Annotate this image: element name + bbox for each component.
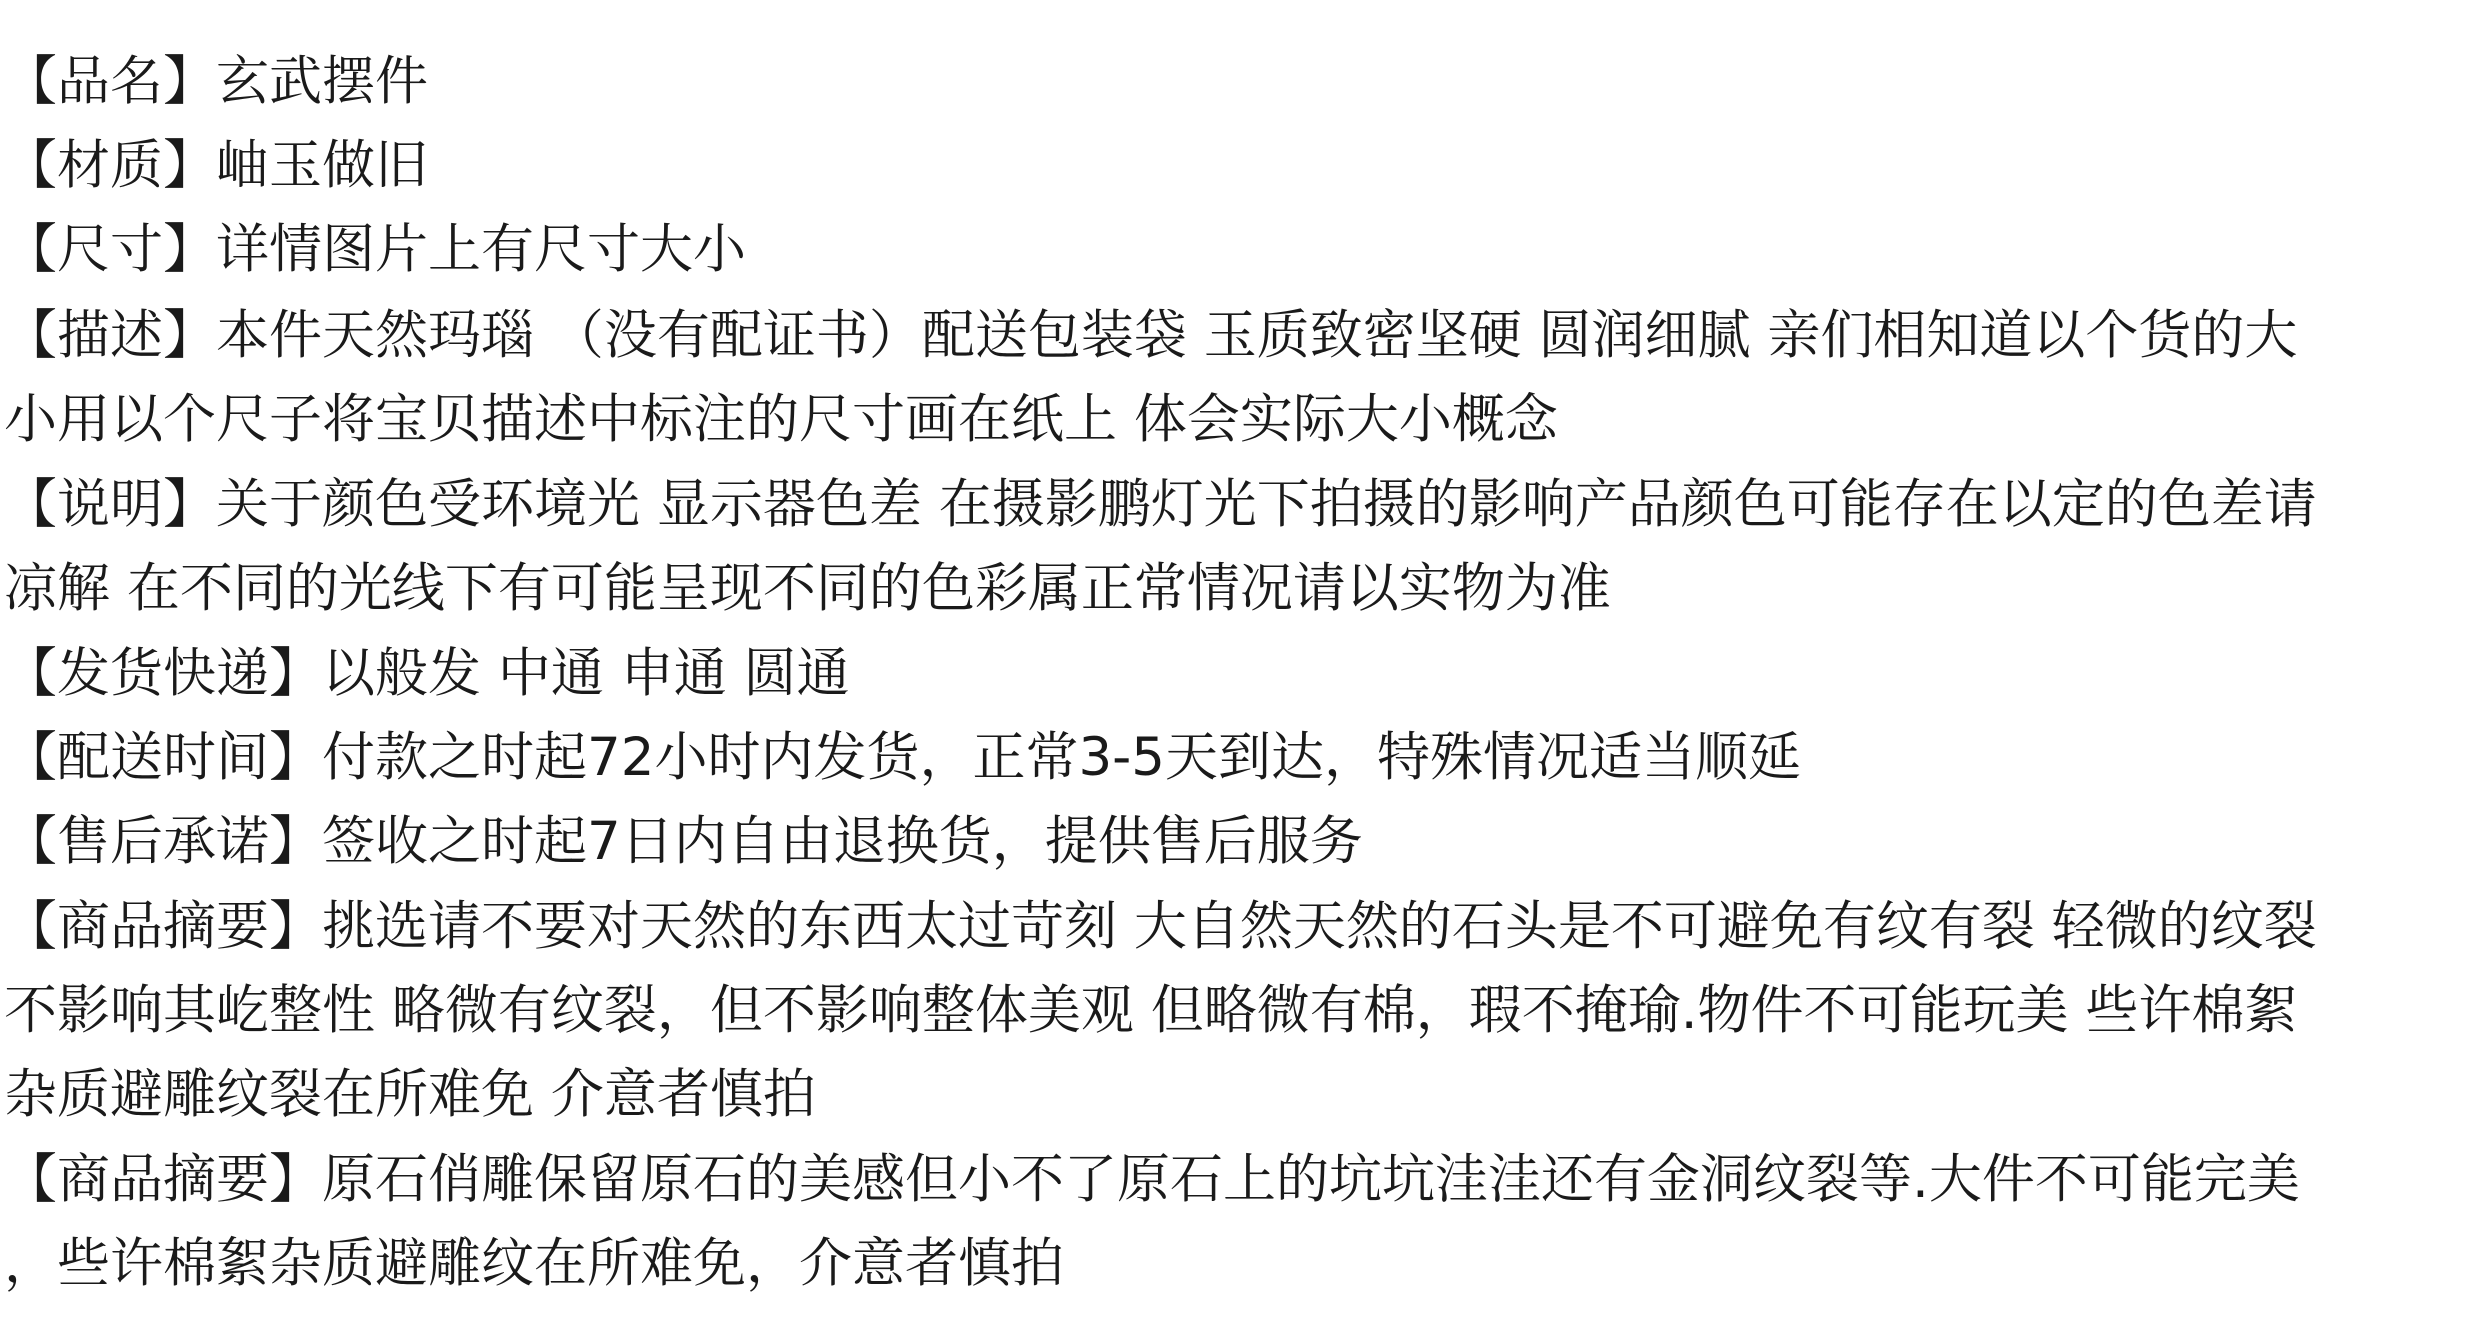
summary-line: 【商品摘要】挑选请不要对天然的东西太过苛刻 大自然天然的石头是不可避免有纹有裂 轻微的纹裂 — [4, 896, 2317, 957]
delivery-time-line: 【配送时间】付款之时起72小时内发货，正常3-5天到达，特殊情况适当顺延 — [4, 727, 1802, 788]
after-sales-line: 【售后承诺】签收之时起7日内自由退换货，提供售后服务 — [4, 811, 1363, 872]
material-line: 【材质】岫玉做旧 — [4, 135, 428, 196]
summary-line-cont: 不影响其屹整性 略微有纹裂，但不影响整体美观 但略微有棉，瑕不掩瑜.物件不可能玩美 些许棉絮 — [4, 980, 2298, 1041]
summary-2-line: 【商品摘要】原石俏雕保留原石的美感但小不了原石上的坑坑洼洼还有金洞纹裂等.大件不可能完美 — [4, 1149, 2300, 1210]
summary-line-cont-2: 杂质避雕纹裂在所难免 介意者慎拍 — [4, 1064, 816, 1125]
notice-line: 【说明】关于颜色受环境光 显示器色差 在摄影鹏灯光下拍摄的影响产品颜色可能存在以定的色差请 — [4, 474, 2317, 535]
notice-line-cont: 凉解 在不同的光线下有可能呈现不同的色彩属正常情况请以实物为准 — [4, 558, 1611, 619]
description-line: 【描述】本件天然玛瑙 （没有配证书）配送包装袋 玉质致密坚硬 圆润细腻 亲们相知道以个货的大 — [4, 305, 2298, 366]
shipping-courier-line: 【发货快递】以般发 中通 申通 圆通 — [4, 643, 850, 704]
description-line-cont: 小用以个尺子将宝贝描述中标注的尺寸画在纸上 体会实际大小概念 — [4, 389, 1558, 450]
size-line: 【尺寸】详情图片上有尺寸大小 — [4, 219, 746, 280]
summary-2-line-cont: ，些许棉絮杂质避雕纹在所难免，介意者慎拍 — [4, 1233, 1064, 1294]
product-name-line: 【品名】玄武摆件 — [4, 51, 428, 112]
